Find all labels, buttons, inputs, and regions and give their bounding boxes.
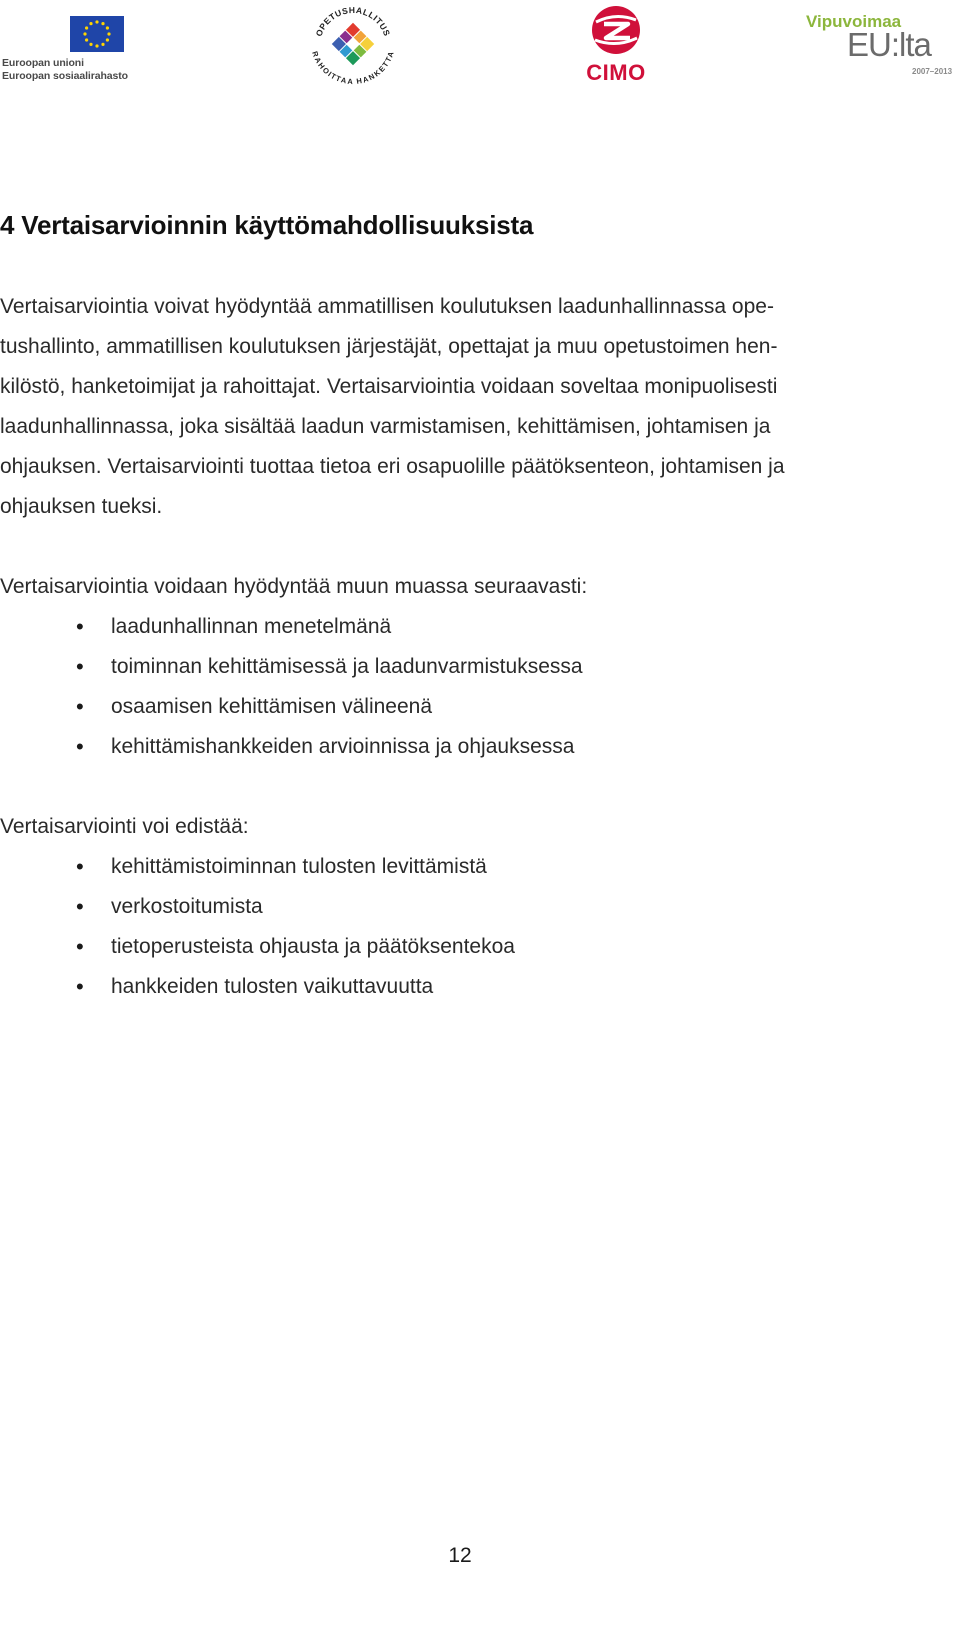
vipuvoimaa-logo <box>806 12 960 82</box>
list-item: • osaamisen kehittämisen välineenä <box>0 687 935 727</box>
paragraph-line: tushallinto, ammatillisen koulutuksen järjestäjät, opettajat ja muu opetustoimen hen- <box>0 335 778 358</box>
paragraph-uses: Vertaisarviointia voidaan hyödyntää muun muassa seuraavasti: <box>0 575 588 598</box>
vipuvoimaa-top-text: Vipuvoimaa <box>806 12 902 31</box>
list-item: • verkostoitumista <box>0 887 935 927</box>
paragraph-line: Vertaisarviointia voivat hyödyntää ammatillisen koulutuksen laadunhallinnassa ope- <box>0 295 774 318</box>
list-item: • hankkeiden tulosten vaikuttavuutta <box>0 967 935 1007</box>
paragraph-line: kilöstö, hanketoimijat ja rahoittajat. Vertaisarviointia voidaan soveltaa monipuolisesti <box>0 375 778 398</box>
opetushallitus-emblem-icon <box>310 2 396 86</box>
oph-arc-top: OPETUSHALLITUS <box>313 4 393 38</box>
paragraph-intro <box>0 287 935 527</box>
paragraph-promotes: Vertaisarviointi voi edistää: <box>0 815 249 838</box>
logo-bar <box>0 0 960 90</box>
paragraph-line: ohjauksen. Vertaisarviointi tuottaa tietoa eri osapuolille päätöksenteon, johtamisen ja <box>0 455 785 478</box>
page-number: 12 <box>448 1544 472 1567</box>
cimo-logo <box>582 2 650 86</box>
promotes-list <box>0 847 935 1007</box>
vipuvoimaa-main-text: EU:lta <box>847 26 931 63</box>
list-item: • toiminnan kehittämisessä ja laadunvarmistuksessa <box>0 647 935 687</box>
eu-logo-line2: Euroopan sosiaalirahasto <box>2 70 128 82</box>
eu-flag-icon <box>70 16 124 52</box>
paragraph-line: laadunhallinnassa, joka sisältää laadun varmistamisen, kehittämisen, johtamisen ja <box>0 415 771 438</box>
cimo-label: CIMO <box>586 60 646 85</box>
list-item: • laadunhallinnan menetelmänä <box>0 607 935 647</box>
section-heading: 4 Vertaisarvioinnin käyttömahdollisuuksista <box>0 210 534 240</box>
uses-list <box>0 607 935 767</box>
cimo-emblem-icon <box>582 2 650 62</box>
paragraph-line: ohjauksen tueksi. <box>0 495 163 518</box>
eu-logo-text <box>2 57 128 83</box>
list-item: • kehittämishankkeiden arvioinnissa ja ohjauksessa <box>0 727 935 767</box>
list-item: • tietoperusteista ohjausta ja päätöksentekoa <box>0 927 935 967</box>
page-content <box>0 205 935 1007</box>
list-item: • kehittämistoiminnan tulosten levittämistä <box>0 847 935 887</box>
opetushallitus-logo <box>310 2 396 86</box>
oph-arc-bottom: RAHOITTAA HANKETTA <box>310 50 396 86</box>
eu-logo-line1: Euroopan unioni <box>2 57 84 69</box>
eu-logo <box>2 14 132 84</box>
vipuvoimaa-years: 2007–2013 <box>912 67 953 76</box>
